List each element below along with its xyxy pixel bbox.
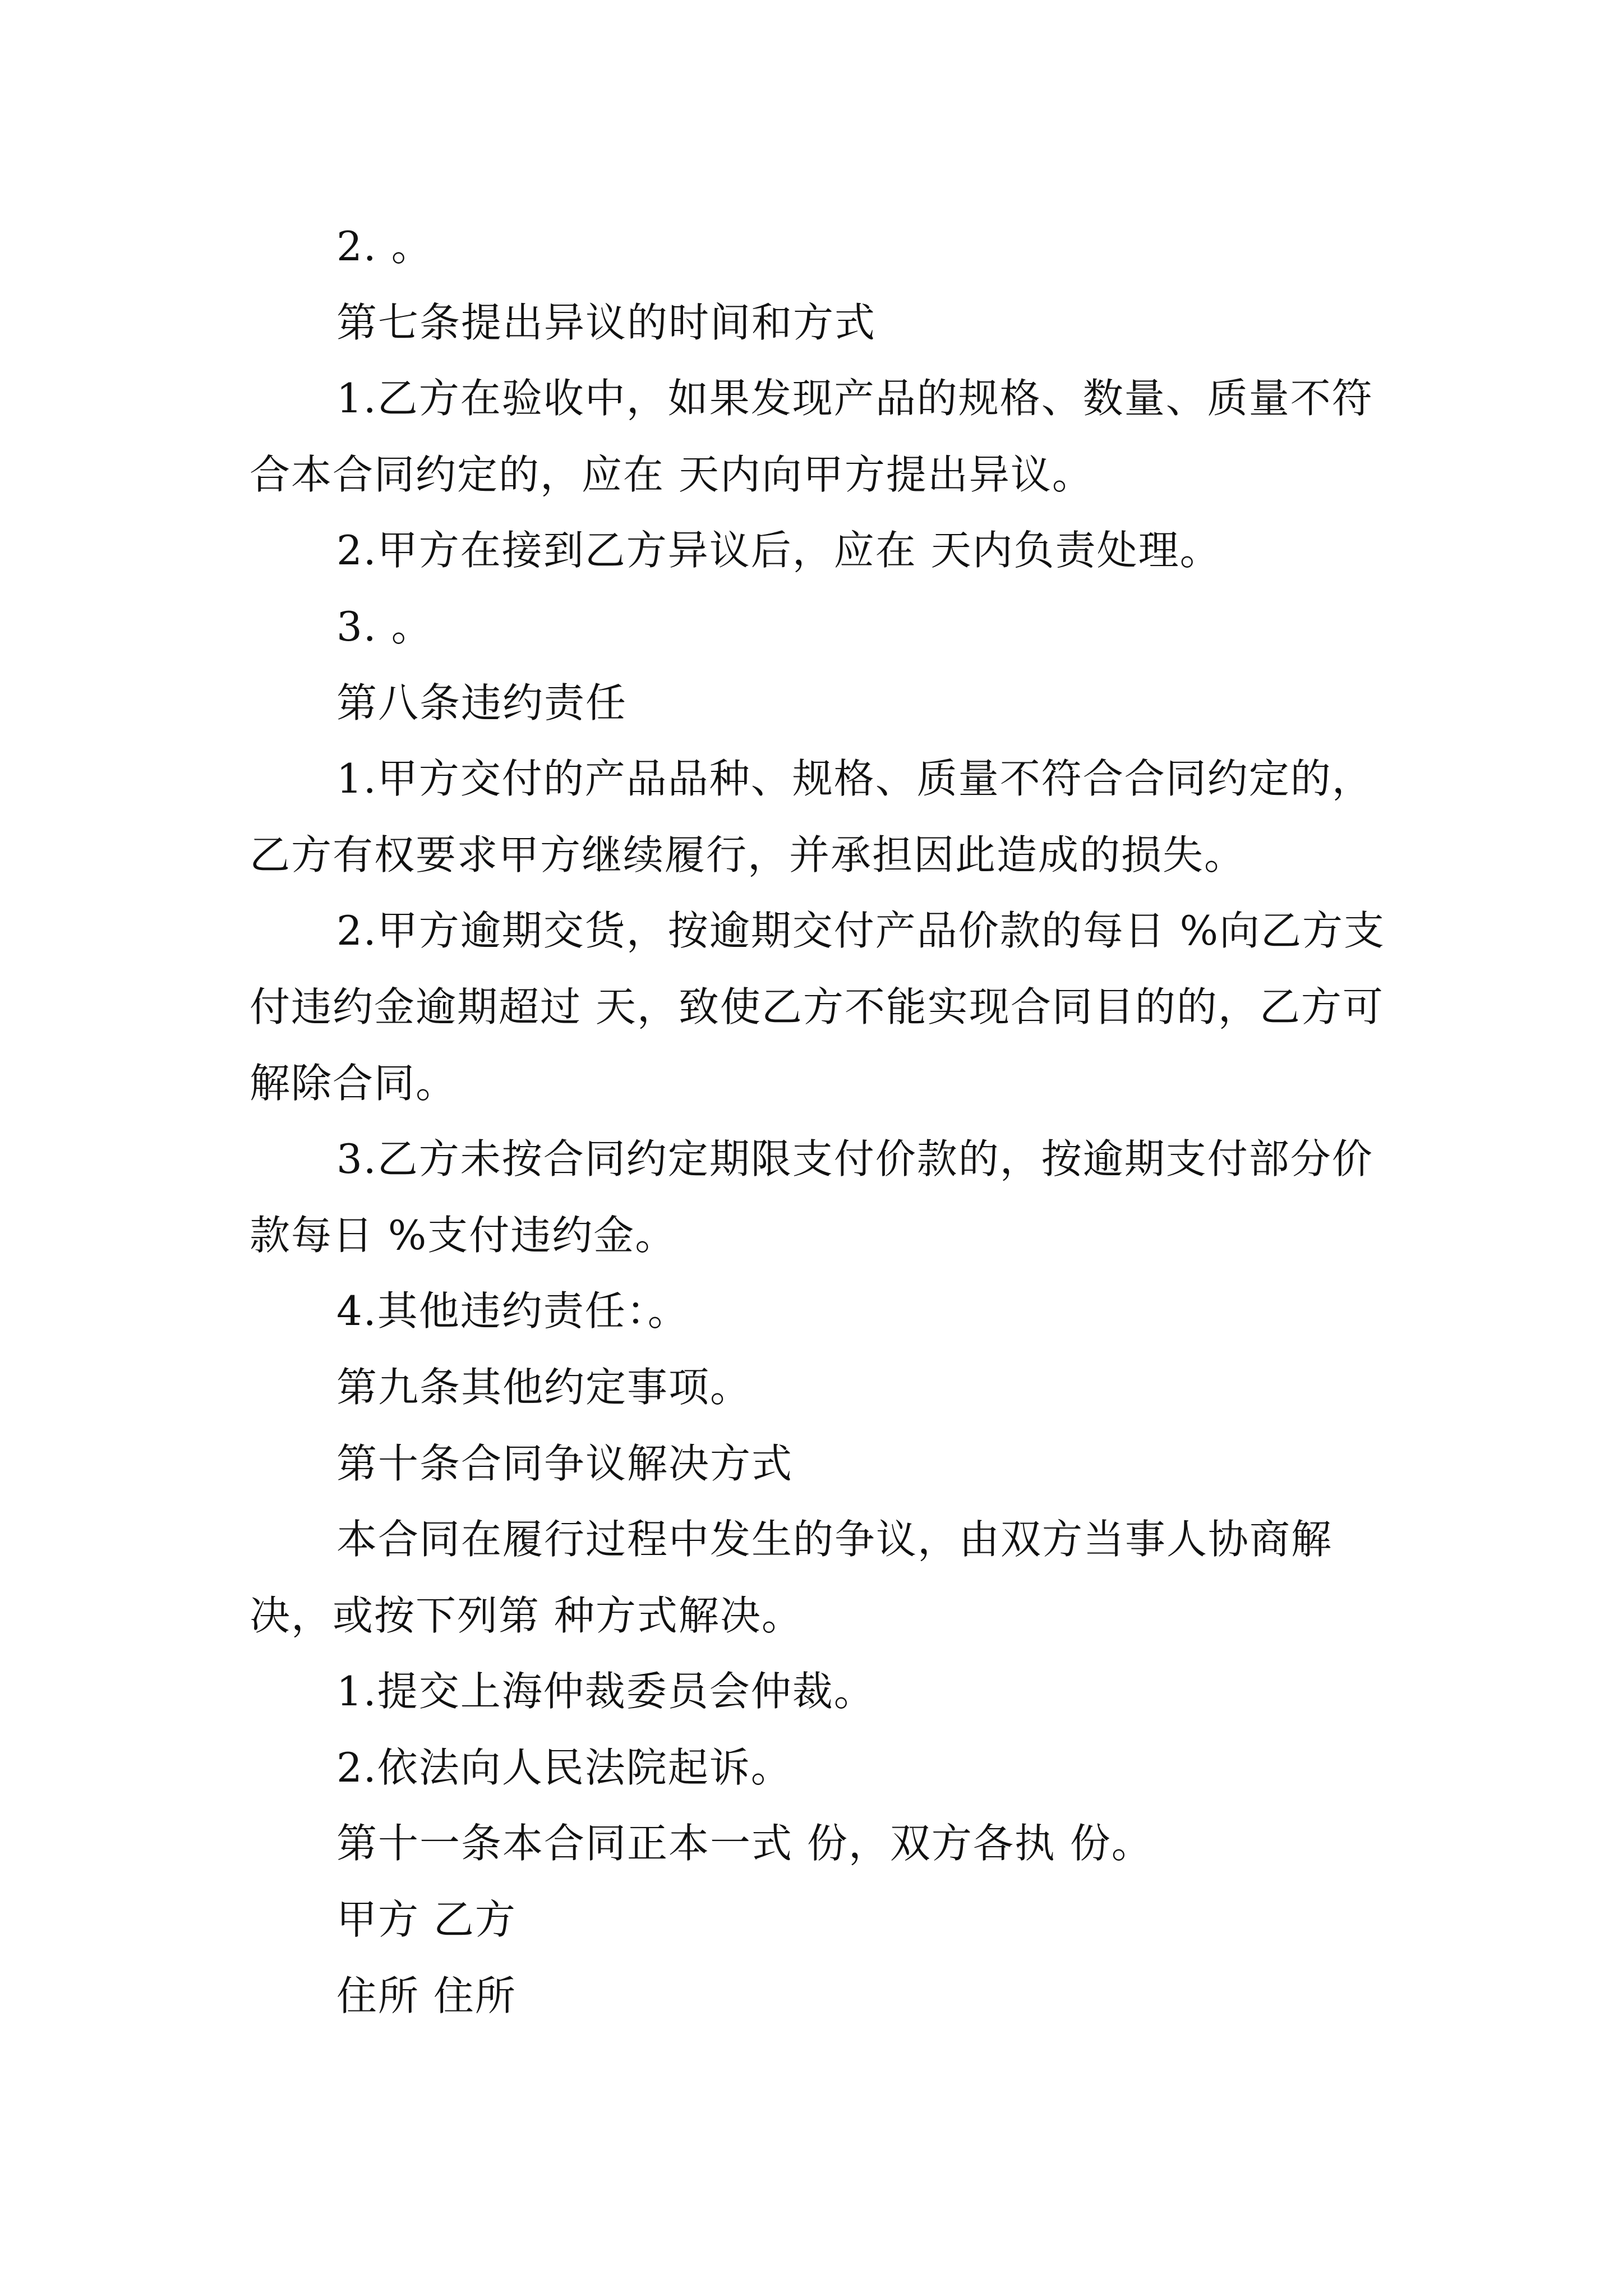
article-10-option-2: 2.依法向人民法院起诉。 [336, 1743, 792, 1791]
article-8-clause-1: 1.甲方交付的产品品种、规格、质量不符合合同约定的，乙方有权要求甲方继续履行，并承担因此造成的损失。 [250, 755, 1373, 878]
article-11-heading: 第十一条本合同正本一式 份，双方各执 份。 [336, 1820, 1153, 1867]
article-9-heading: 第九条其他约定事项。 [336, 1363, 752, 1411]
article-10-body: 本合同在履行过程中发生的争议，由双方当事人协商解决，或按下列第 种方式解决。 [250, 1516, 1333, 1639]
paragraph-item-2-blank: 2. 。 [336, 223, 433, 270]
article-7-clause-2: 2.甲方在接到乙方异议后，应在 天内负责处理。 [336, 527, 1221, 574]
party-labels: 甲方 乙方 [336, 1896, 517, 1944]
article-10-option-1: 1.提交上海仲裁委员会仲裁。 [336, 1668, 875, 1715]
article-8-heading: 第八条违约责任 [336, 679, 628, 726]
article-7-clause-1: 1.乙方在验收中，如果发现产品的规格、数量、质量不符合本合同约定的，应在 天内向甲方提出异议。 [250, 375, 1373, 498]
article-8-clause-2: 2.甲方逾期交货，按逾期交付产品价款的每日 %向乙方支付违约金逾期超过 天，致使乙方不能实现合同目的的，乙方可解除合同。 [250, 907, 1385, 1107]
article-10-heading: 第十条合同争议解决方式 [336, 1439, 794, 1487]
article-7-heading: 第七条提出异议的时间和方式 [336, 298, 877, 346]
address-labels: 住所 住所 [336, 1972, 517, 2019]
article-7-clause-3: 3. 。 [336, 602, 433, 650]
article-8-clause-3: 3.乙方未按合同约定期限支付价款的，按逾期支付部分价款每日 %支付违约金。 [250, 1135, 1373, 1259]
article-8-clause-4: 4.其他违约责任：。 [336, 1287, 689, 1335]
document-body [250, 209, 1388, 2034]
